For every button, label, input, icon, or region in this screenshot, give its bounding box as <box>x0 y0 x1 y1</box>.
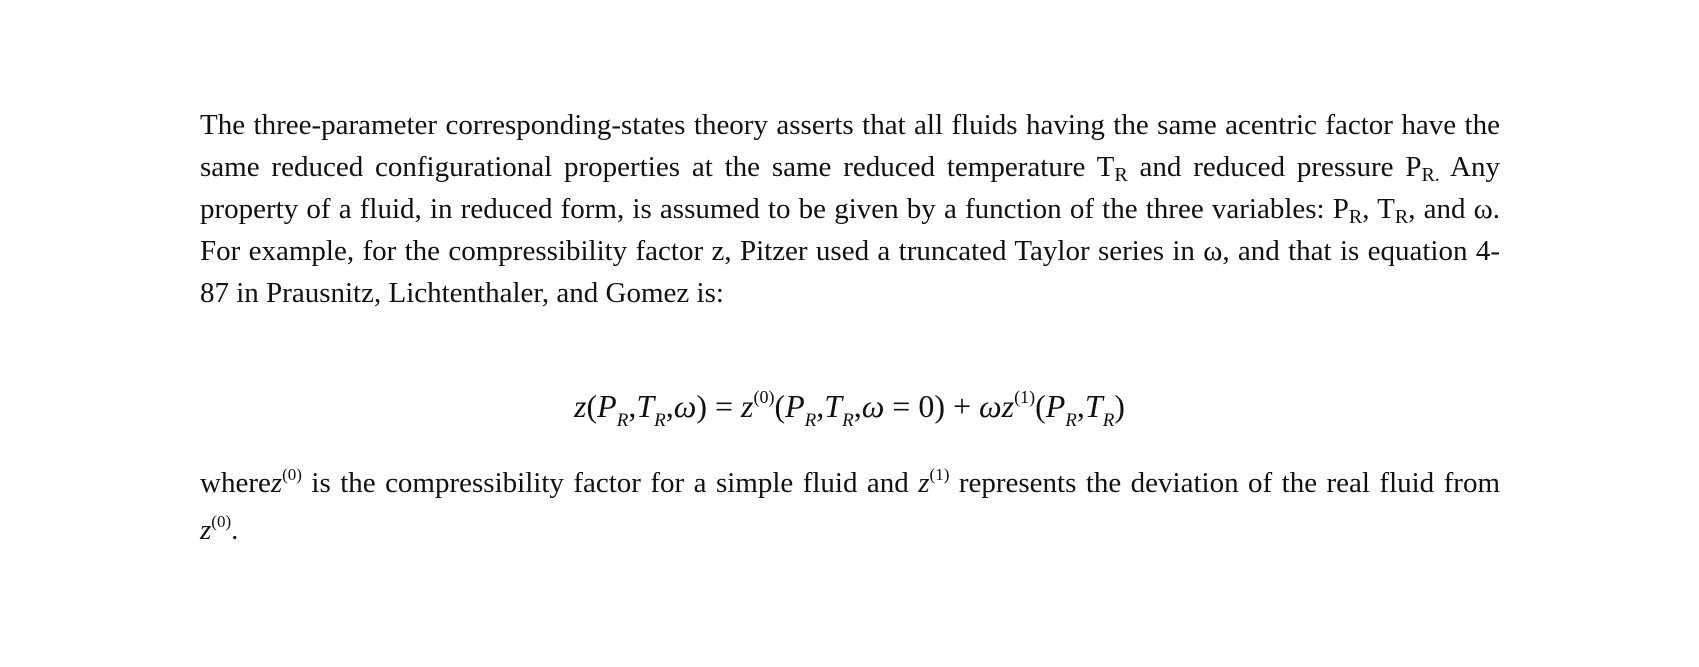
intro-text-1: The three-parameter corresponding-states theory asserts that all fluids having the same acentric factor have the same reduced configurational properties at the same reduced temperature T <box>200 109 1500 183</box>
def-text-4: . <box>231 514 239 546</box>
subscript-r: R <box>1348 206 1363 228</box>
def-text-3: represents the deviation of the real fluid from <box>949 467 1500 499</box>
eq-omega: ω <box>861 388 885 424</box>
eq-sup-0: (0) <box>753 387 775 407</box>
eq-p: P <box>1045 388 1066 424</box>
eq-paren: ) <box>696 388 707 424</box>
eq-omega: ω <box>979 388 1002 424</box>
intro-text-4: , T <box>1362 193 1395 225</box>
def-text-2: is the compressibility factor for a simple fluid and <box>301 467 919 499</box>
eq-sub-r: R <box>616 410 629 431</box>
eq-z: z <box>741 388 754 424</box>
eq-sub-r: R <box>804 410 817 431</box>
intro-text-3: Any property of a fluid, in reduced form, is assumed to be given by a function of the three variables: P <box>200 151 1500 225</box>
eq-paren: ( <box>586 388 598 424</box>
eq-zero: = 0 <box>884 388 935 424</box>
inline-z-letter: z <box>918 467 930 499</box>
eq-sub-r: R <box>1102 410 1115 431</box>
intro-text-2: and reduced pressure P <box>1127 151 1422 183</box>
eq-comma: , <box>816 388 825 424</box>
eq-t: T <box>824 388 843 424</box>
eq-comma: , <box>853 388 862 424</box>
inline-z0 <box>200 514 231 546</box>
eq-sub-r: R <box>1065 410 1077 431</box>
subscript-r: R <box>1394 206 1409 228</box>
eq-sub-r: R <box>654 410 666 431</box>
inline-z-letter: z <box>270 467 283 499</box>
eq-sub-r: R <box>842 410 854 431</box>
inline-z-letter: z <box>200 514 212 546</box>
inline-sup-1: (1) <box>929 465 950 484</box>
intro-paragraph <box>200 104 1500 314</box>
subscript-r: R <box>1114 164 1128 186</box>
def-text-1: where <box>200 467 271 499</box>
inline-sup-0: (0) <box>282 465 302 484</box>
intro-text-5: , and ω. For example, for the compressibility factor z, Pitzer used a truncated Taylor series in ω, and that is equation 4-87 in Prausnitz, Lichtenthaler, and Gomez is: <box>200 193 1500 309</box>
eq-sup-1: (1) <box>1014 387 1036 407</box>
eq-t: T <box>1084 388 1103 424</box>
inline-z0 <box>271 467 302 499</box>
subscript-r-period: R. <box>1421 164 1440 186</box>
eq-paren: ) <box>934 388 945 424</box>
eq-comma: , <box>665 388 674 424</box>
eq-paren: ( <box>774 388 786 424</box>
inline-z1 <box>918 467 949 499</box>
definition-paragraph <box>200 460 1500 554</box>
eq-t: T <box>636 388 655 424</box>
eq-p: P <box>597 388 617 424</box>
eq-comma: , <box>628 388 637 424</box>
eq-z: z <box>574 388 587 424</box>
pitzer-equation <box>0 384 1699 431</box>
eq-paren: ( <box>1035 388 1046 424</box>
eq-equals: = <box>706 388 742 424</box>
eq-plus: + <box>944 388 980 424</box>
eq-p: P <box>785 388 805 424</box>
eq-omega: ω <box>673 388 697 424</box>
inline-sup-0: (0) <box>211 512 232 531</box>
eq-z: z <box>1001 388 1015 424</box>
eq-comma: , <box>1076 388 1085 424</box>
eq-paren: ) <box>1114 388 1125 424</box>
